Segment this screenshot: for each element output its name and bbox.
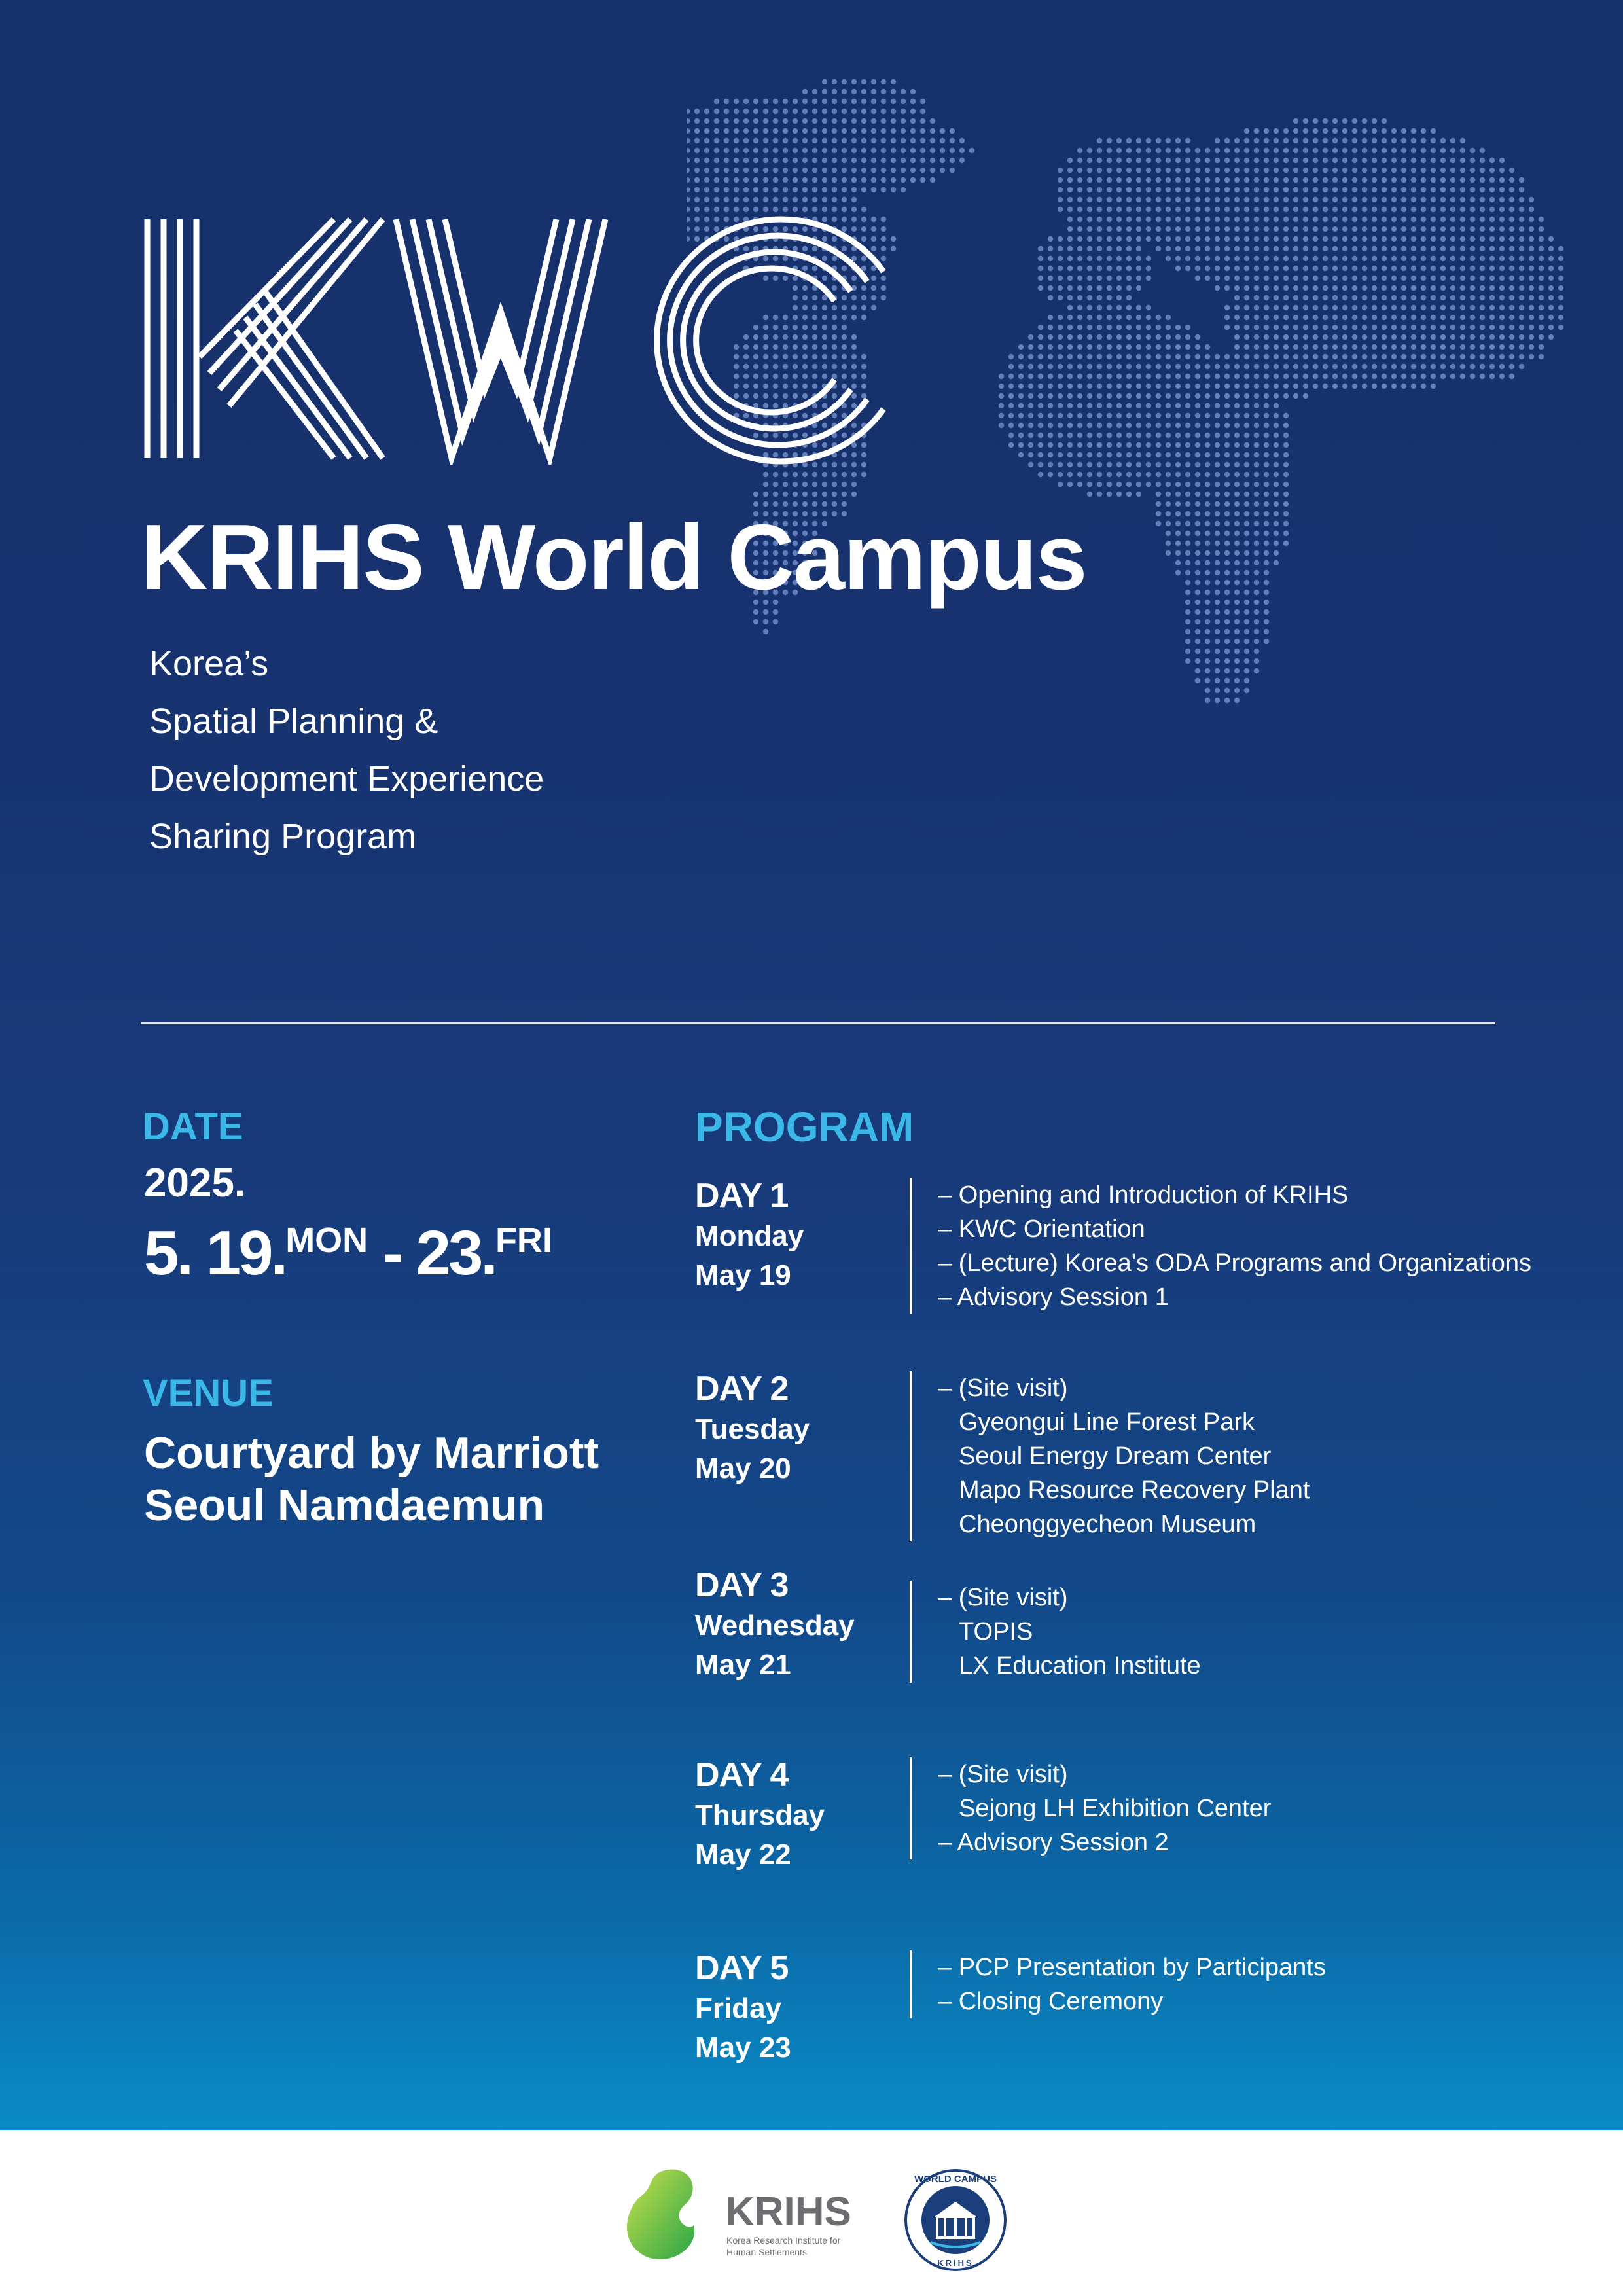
date-start-day: MON [285,1221,368,1260]
program-item: – Opening and Introduction of KRIHS [938,1181,1349,1209]
day-2-items [910,1371,1310,1541]
program-label: PROGRAM [695,1103,914,1151]
day-weekday: Friday [695,1992,782,2024]
subtitle [149,635,544,865]
kwc-letter-c [657,219,883,461]
krihs-logo [627,2170,851,2260]
program-item: – (Site visit) [938,1374,1068,1402]
day-1-items [910,1178,1531,1314]
program-item: Gyeongui Line Forest Park [959,1408,1255,1436]
day-3 [695,1564,891,1685]
day-date: May 19 [695,1259,791,1291]
day-weekday: Tuesday [695,1413,810,1445]
subtitle-line: Korea’s [149,644,269,683]
day-title: DAY 2 [695,1370,789,1408]
day-weekday: Thursday [695,1799,825,1831]
subtitle-line: Sharing Program [149,817,417,856]
program-item: TOPIS [959,1618,1033,1645]
day-date: May 23 [695,2032,791,2064]
divider [141,1022,1495,1024]
venue-name [144,1427,599,1532]
day-4 [695,1754,891,1874]
world-campus-seal [906,2170,1005,2270]
program-item: – (Lecture) Korea's ODA Programs and Organizations [938,1249,1532,1277]
program-item: – (Site visit) [938,1584,1068,1611]
krihs-wordmark: KRIHS [725,2189,851,2234]
venue-line: Courtyard by Marriott [144,1428,599,1478]
krihs-fullname-line: Korea Research Institute for [726,2235,841,2246]
program-item: – PCP Presentation by Participants [938,1954,1326,1981]
program-item: – (Site visit) [938,1761,1068,1788]
venue-line: Seoul Namdaemun [144,1480,545,1530]
program-item: – KWC Orientation [938,1215,1145,1243]
date-year: 2025. [144,1160,246,1206]
day-title: DAY 4 [695,1756,789,1794]
krihs-leaf-icon [627,2170,694,2260]
day-3-items [910,1581,1201,1683]
day-weekday: Wednesday [695,1609,855,1641]
footer-logos [622,2160,1014,2278]
date-end: 23. [416,1218,495,1288]
page-title: KRIHS World Campus [141,505,1086,609]
subtitle-line: Development Experience [149,759,544,798]
day-weekday: Monday [695,1220,804,1252]
day-title: DAY 5 [695,1949,789,1987]
date-separator: - [368,1218,416,1288]
kwc-letter-w [396,219,605,458]
day-date: May 20 [695,1452,791,1484]
day-date: May 21 [695,1649,791,1681]
program-item: Seoul Energy Dream Center [959,1443,1272,1470]
program-item: Sejong LH Exhibition Center [959,1795,1272,1822]
kwc-letter-k [147,219,383,458]
program-item: LX Education Institute [959,1652,1201,1679]
venue-label: VENUE [143,1372,274,1414]
day-2 [695,1368,891,1488]
kwc-logo [137,213,890,465]
date-end-day: FRI [495,1221,552,1260]
krihs-fullname-line: Human Settlements [726,2247,807,2257]
program-item: Cheonggyecheon Museum [959,1511,1257,1538]
program-item: – Advisory Session 1 [938,1283,1169,1311]
day-4-items [910,1757,1271,1859]
day-5-items [910,1950,1326,2018]
program-item: – Advisory Session 2 [938,1829,1169,1856]
subtitle-line: Spatial Planning & [149,702,438,741]
program-item: – Closing Ceremony [938,1988,1164,2015]
date-start: 5. 19. [144,1218,286,1288]
day-5 [695,1947,891,2068]
date-range [144,1217,552,1289]
day-1 [695,1175,891,1295]
day-date: May 22 [695,1839,791,1871]
seal-bottom-text: KRIHS [937,2258,974,2268]
day-title: DAY 3 [695,1566,789,1604]
seal-top-text: WORLD CAMPUS [914,2174,997,2185]
date-label: DATE [143,1105,243,1148]
program-item: Mapo Resource Recovery Plant [959,1477,1310,1504]
day-title: DAY 1 [695,1177,789,1215]
